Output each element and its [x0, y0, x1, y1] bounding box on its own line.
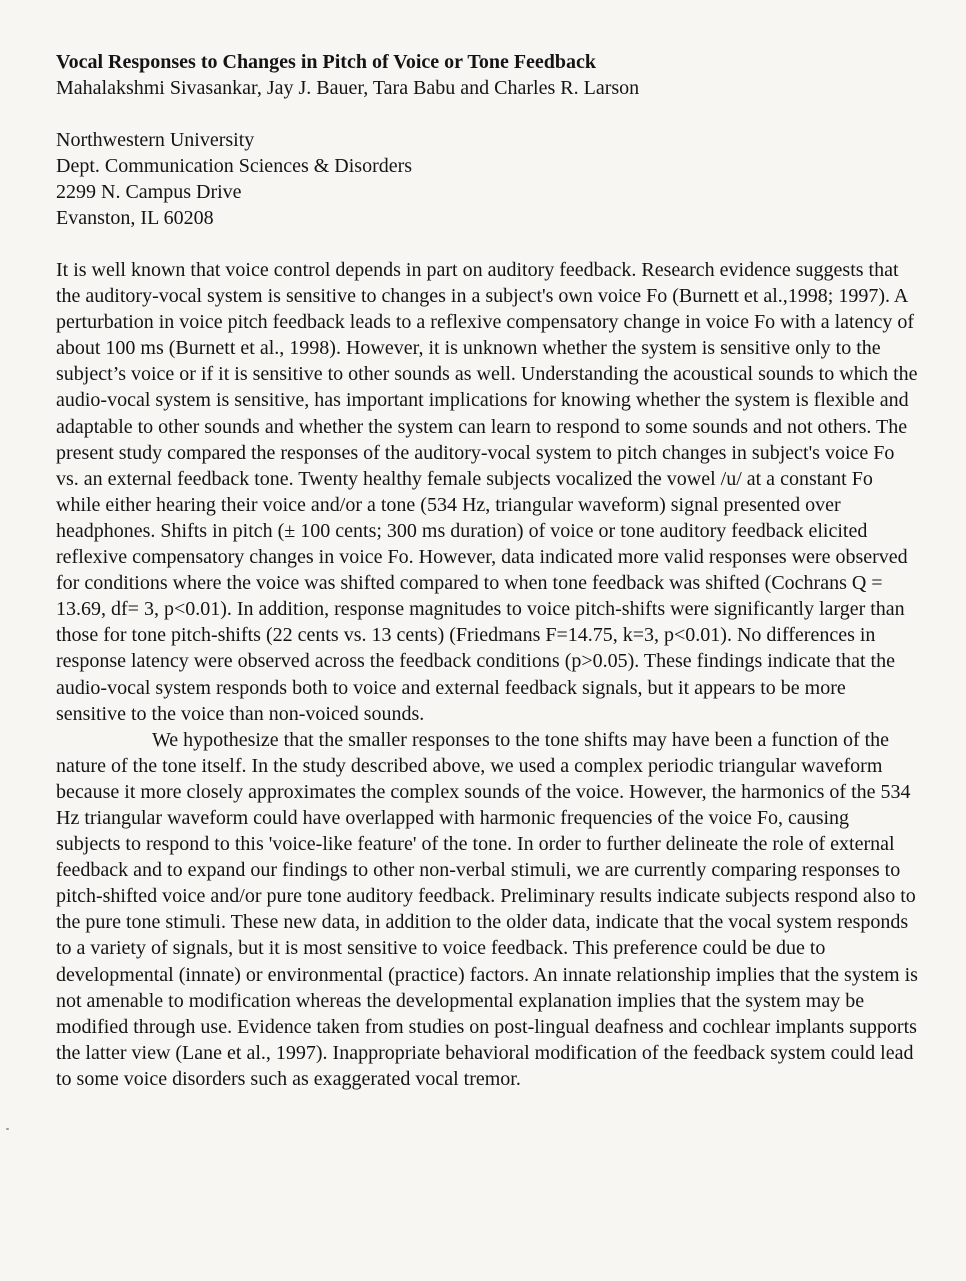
affiliation-street: 2299 N. Campus Drive: [56, 181, 242, 203]
paragraph-1: It is well known that voice control depends in part on auditory feedback. Research evidence suggests that the auditory-vocal system is sensitive to changes in a subject's own voice Fo (Burnett et al.,1998; 1997). A perturbation in voice pitch feedback leads to a reflexive compensatory change in voice Fo with a latency of about 100 ms (Burnett et al., 1998). However, it is unknown whether the system is sensitive only to the subject’s voice or if it is sensitive to other sounds as well. Understanding the acoustical sounds to which the audio-vocal system is sensitive, has important implications for knowing whether the system is flexible and adaptable to other sounds and whether the system can learn to respond to some sounds and not others. The present study compared the responses of the auditory-vocal system to pitch changes in subject's voice Fo vs. an external feedback tone. Twenty healthy female subjects vocalized the vowel /u/ at a constant Fo while either hearing their voice and/or a tone (534 Hz, triangular waveform) signal presented over headphones. Shifts in pitch (± 100 cents; 300 ms duration) of voice or tone auditory feedback elicited reflexive compensatory changes in voice Fo. However, data indicated more valid responses were observed for conditions where the voice was shifted compared to when tone feedback was shifted (Cochrans Q = 13.69, df= 3, p<0.01). In addition, response magnitudes to voice pitch-shifts were significantly larger than those for tone pitch-shifts (22 cents vs. 13 cents) (Friedmans F=14.75, k=3, p<0.01). No differences in response latency were observed across the feedback conditions (p>0.05). These findings indicate that the audio-vocal system responds both to voice and external feedback signals, but it appears to be more sensitive to the voice than non-voiced sounds.: [56, 259, 918, 725]
scan-speck: [6, 1128, 9, 1130]
author-list: Mahalakshmi Sivasankar, Jay J. Bauer, Tara Babu and Charles R. Larson: [56, 77, 640, 99]
affiliation-university: Northwestern University: [56, 129, 255, 151]
affiliation-city: Evanston, IL 60208: [56, 207, 214, 229]
abstract-body: [56, 257, 918, 1092]
paper-title: Vocal Responses to Changes in Pitch of Voice or Tone Feedback: [56, 51, 597, 73]
affiliation-department: Dept. Communication Sciences & Disorders: [56, 155, 413, 177]
affiliation-block: [56, 127, 926, 231]
paragraph-2: We hypothesize that the smaller responses to the tone shifts may have been a function of the nature of the tone itself. In the study described above, we used a complex periodic triangular waveform because it more closely approximates the complex sounds of the voice. However, the harmonics of the 534 Hz triangular waveform could have overlapped with harmonic frequencies of the voice Fo, causing subjects to respond to this 'voice-like feature' of the tone. In order to further delineate the role of external feedback and to expand our findings to other non-verbal stimuli, we are currently comparing responses to pitch-shifted voice and/or pure tone auditory feedback. Preliminary results indicate subjects respond also to the pure tone stimuli. These new data, in addition to the older data, indicate that the vocal system responds to a variety of signals, but it is most sensitive to voice feedback. This preference could be due to developmental (innate) or environmental (practice) factors. An innate relationship implies that the system is not amenable to modification whereas the developmental explanation implies that the system may be modified through use. Evidence taken from studies on post-lingual deafness and cochlear implants supports the latter view (Lane et al., 1997). Inappropriate behavioral modification of the feedback system could lead to some voice disorders such as exaggerated vocal tremor.: [56, 728, 918, 1090]
